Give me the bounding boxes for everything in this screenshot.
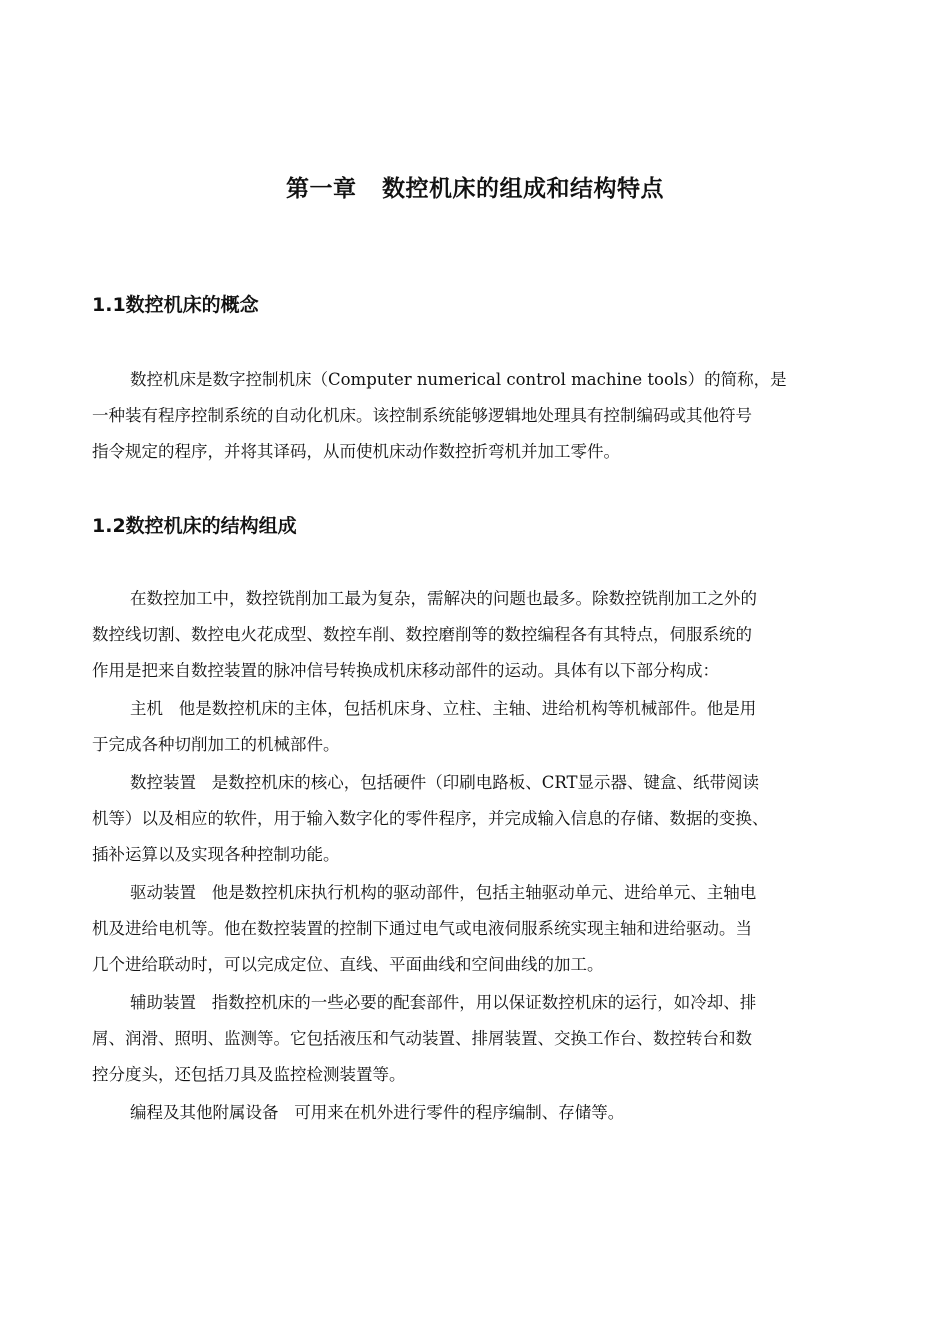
- paragraph-line: 几个进给联动时，可以完成定位、直线、平面曲线和空间曲线的加工。: [92, 955, 604, 974]
- paragraph-line: 驱动装置 他是数控机床执行机构的驱动部件，包括主轴驱动单元、进给单元、主轴电: [130, 883, 757, 902]
- paragraph-line: 指令规定的程序，并将其译码，从而使机床动作数控折弯机并加工零件。: [92, 442, 620, 461]
- paragraph-line: 于完成各种切削加工的机械部件。: [92, 735, 340, 754]
- paragraph-line: 数控机床是数字控制机床（Computer numerical control machine tools）的简称，是: [130, 370, 787, 389]
- paragraph-line: 控分度头，还包括刀具及监控检测装置等。: [92, 1065, 406, 1084]
- paragraph-line: 机等）以及相应的软件，用于输入数字化的零件程序，并完成输入信息的存储、数据的变换、: [92, 809, 769, 828]
- paragraph-line: 作用是把来自数控装置的脉冲信号转换成机床移动部件的运动。具体有以下部分构成：: [92, 661, 719, 680]
- paragraph-line: 在数控加工中，数控铣削加工最为复杂，需解决的问题也最多。除数控铣削加工之外的: [130, 589, 757, 608]
- section-heading-1-2: 1.2数控机床的结构组成: [92, 515, 297, 537]
- paragraph-line: 主机 他是数控机床的主体，包括机床身、立柱、主轴、进给机构等机械部件。他是用: [130, 699, 757, 718]
- section-heading-1-1: 1.1数控机床的概念: [92, 294, 259, 316]
- paragraph-line: 屑、润滑、照明、监测等。它包括液压和气动装置、排屑装置、交换工作台、数控转台和数: [92, 1029, 752, 1048]
- paragraph-line: 辅助装置 指数控机床的一些必要的配套部件，用以保证数控机床的运行，如冷却、排: [130, 993, 757, 1012]
- paragraph-line: 数控线切割、数控电火花成型、数控车削、数控磨削等的数控编程各有其特点，伺服系统的: [92, 625, 752, 644]
- paragraph-line: 数控装置 是数控机床的核心，包括硬件（印刷电路板、CRT显示器、键盒、纸带阅读: [130, 773, 759, 792]
- paragraph-line: 编程及其他附属设备 可用来在机外进行零件的程序编制、存储等。: [130, 1103, 625, 1122]
- paragraph-line: 机及进给电机等。他在数控装置的控制下通过电气或电液伺服系统实现主轴和进给驱动。当: [92, 919, 752, 938]
- paragraph-line: 一种装有程序控制系统的自动化机床。该控制系统能够逻辑地处理具有控制编码或其他符号: [92, 406, 752, 425]
- chapter-title: 第一章 数控机床的组成和结构特点: [285, 176, 665, 202]
- paragraph-line: 插补运算以及实现各种控制功能。: [92, 845, 340, 864]
